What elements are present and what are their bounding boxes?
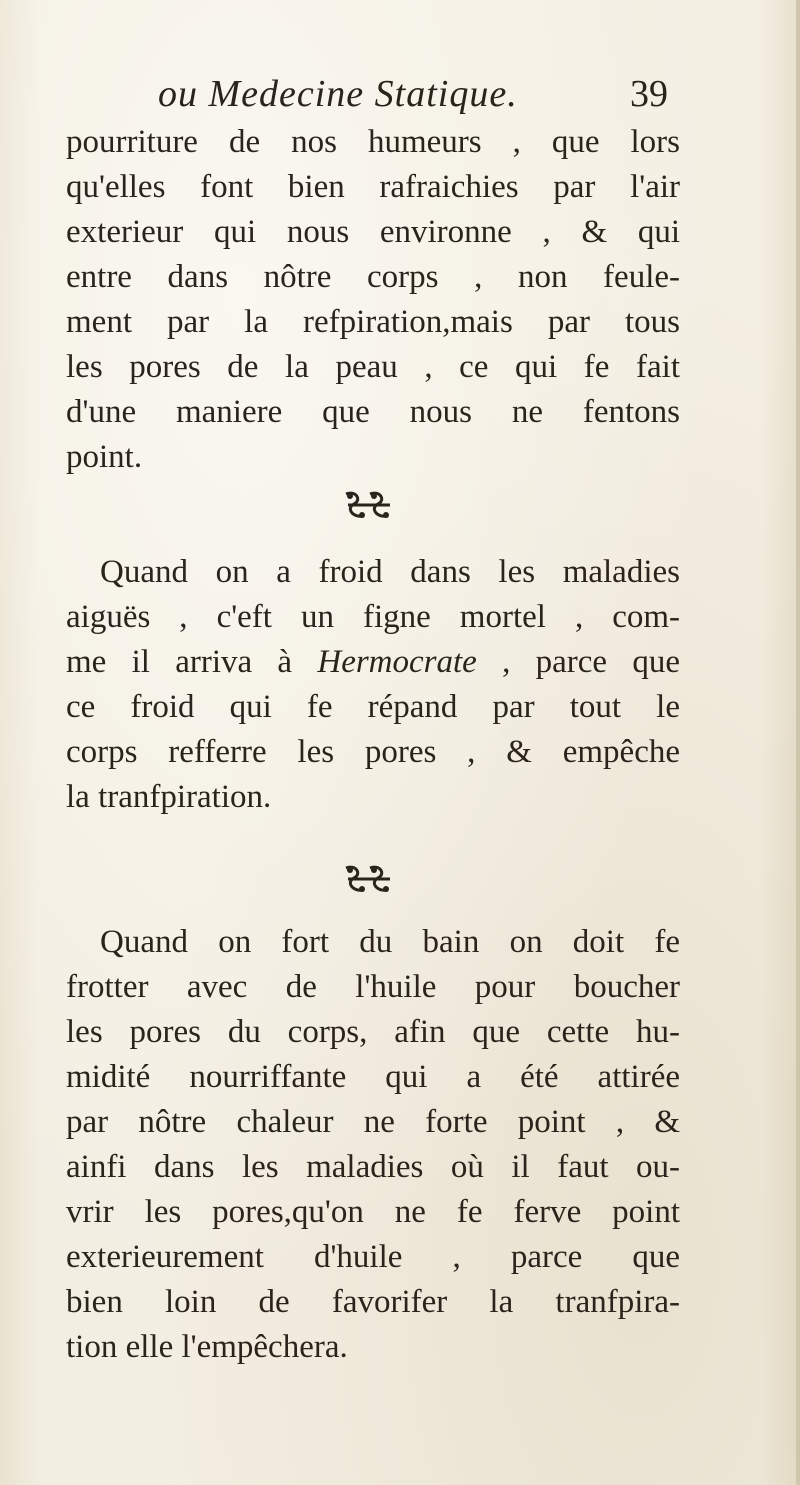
text-line: ment par la refpiration,mais par tous — [66, 304, 680, 340]
text-line: la tranfpiration. — [66, 779, 272, 815]
page-edge — [796, 0, 800, 1485]
text-line: exterieur qui nous environne , & qui — [66, 214, 680, 250]
text-line: Quand on a froid dans les maladies — [100, 554, 680, 590]
text-line: les pores de la peau , ce qui fe fait — [66, 349, 680, 385]
text-line: aiguës , c'eft un figne mortel , com- — [66, 599, 680, 635]
text-line: qu'elles font bien rafraichies par l'air — [66, 169, 680, 205]
text-line: tion elle l'empêchera. — [66, 1329, 348, 1365]
text-line: ce froid qui fe répand par tout le — [66, 689, 680, 725]
text-line: par nôtre chaleur ne forte point , & — [66, 1104, 680, 1140]
text-line: d'une maniere que nous ne fentons — [66, 394, 680, 430]
fleuron-ornament — [340, 488, 400, 522]
paragraph-2 — [66, 550, 680, 820]
text-line: vrir les pores,qu'on ne fe ferve point — [66, 1194, 680, 1230]
text-line: midité nourriffante qui a été attirée — [66, 1059, 680, 1095]
text-line-with-name — [66, 640, 680, 685]
running-head: ou Medecine Statique. — [158, 73, 518, 115]
text-after-name: , parce que — [476, 644, 680, 680]
page-header — [150, 68, 680, 128]
paragraph-1 — [66, 120, 680, 480]
text-line: entre dans nôtre corps , non feule- — [66, 259, 680, 295]
text-line: bien loin de favorifer la tranfpira- — [66, 1284, 680, 1320]
fleuron-ornament — [340, 862, 400, 896]
text-line: Quand on fort du bain on doit fe — [100, 924, 680, 960]
text-line: ainfi dans les maladies où il faut ou- — [66, 1149, 680, 1185]
text-line: point. — [66, 439, 143, 475]
text-line: les pores du corps, afin que cette hu- — [66, 1014, 680, 1050]
paragraph-3 — [66, 920, 680, 1370]
text-line: pourriture de nos humeurs , que lors — [66, 124, 680, 160]
text-line: exterieurement d'huile , parce que — [66, 1239, 680, 1275]
page-number: 39 — [630, 73, 668, 115]
italic-name: Hermocrate — [317, 644, 477, 680]
text-line: corps refferre les pores , & empêche — [66, 734, 680, 770]
text-line: frotter avec de l'huile pour boucher — [66, 969, 680, 1005]
text-before-name: me il arriva à — [66, 644, 318, 680]
